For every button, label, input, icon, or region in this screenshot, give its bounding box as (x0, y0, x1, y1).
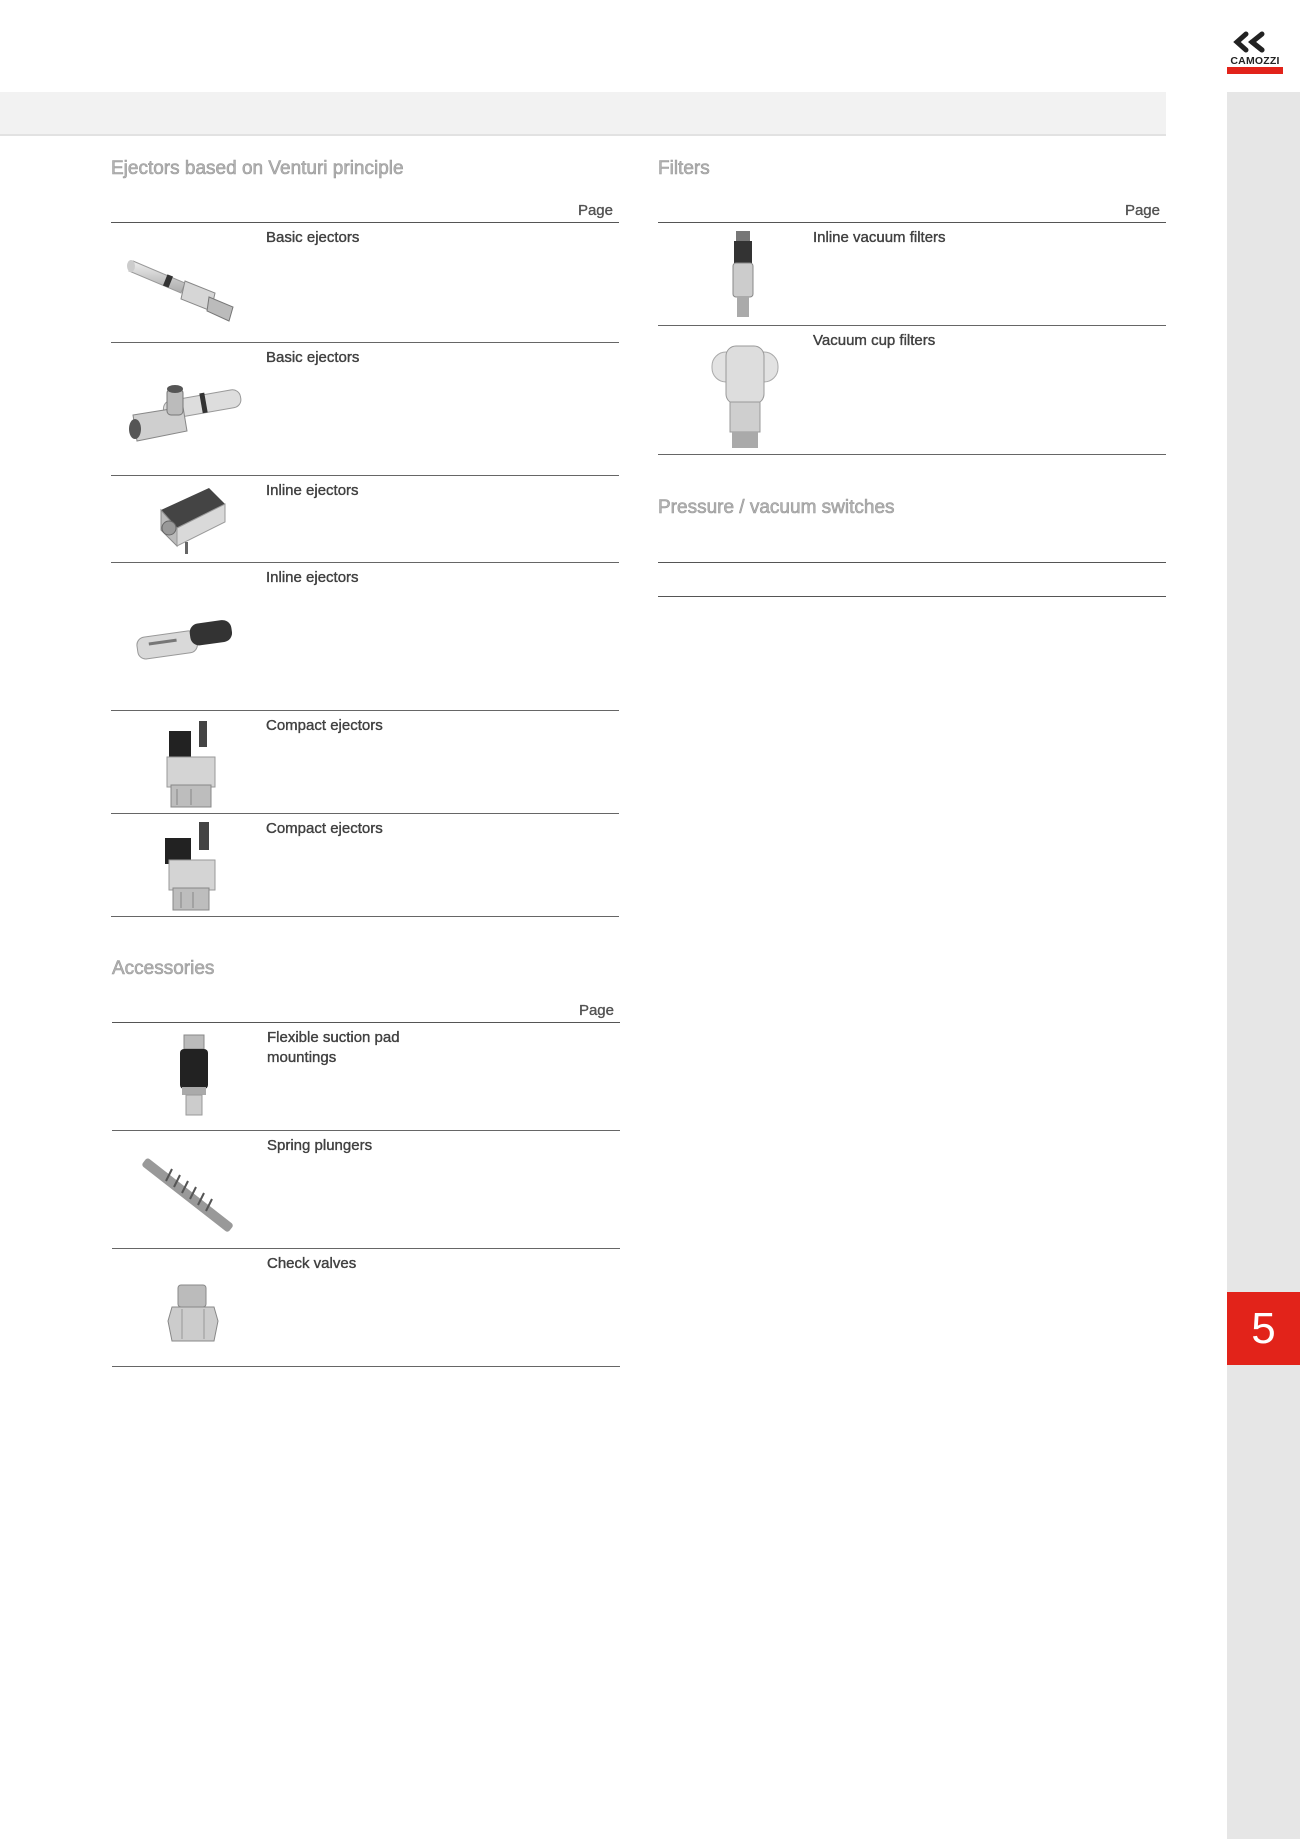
list-item[interactable] (658, 326, 1166, 455)
filters-title: Filters (658, 158, 710, 179)
divider (658, 596, 1166, 597)
inline-ejector-block-icon (151, 480, 231, 560)
list-item[interactable] (112, 1023, 620, 1131)
chapter-tab[interactable]: 5 (1227, 1292, 1300, 1365)
list-item[interactable] (111, 711, 619, 814)
accessories-page-header: Page (112, 1002, 620, 1023)
accessories-title: Accessories (112, 958, 215, 979)
list-item-label: Flexible suction pad mountings (267, 1029, 400, 1066)
list-item[interactable] (111, 223, 619, 343)
compact-ejector-icon (163, 717, 223, 811)
basic-ejector-elbow-icon (123, 383, 253, 453)
list-item-label: Inline ejectors (266, 482, 359, 499)
brand-bar (1227, 67, 1283, 74)
list-item-label: Spring plungers (267, 1137, 373, 1154)
divider (658, 562, 1166, 563)
ejectors-title: Ejectors based on Venturi principle (111, 158, 404, 179)
list-item[interactable] (111, 476, 619, 563)
vacuum-cup-filter-icon (710, 344, 780, 452)
list-item-label: Vacuum cup filters (813, 332, 936, 349)
list-item-label: Compact ejectors (266, 820, 383, 837)
check-valve-icon (164, 1281, 224, 1351)
brand-name: CAMOZZI (1230, 55, 1280, 67)
list-item[interactable] (111, 343, 619, 476)
accessories-section (112, 958, 620, 1367)
list-item[interactable] (112, 1131, 620, 1249)
header-band (0, 92, 1166, 136)
switches-section (658, 497, 1166, 541)
list-item-label: Basic ejectors (266, 349, 360, 366)
list-item[interactable] (658, 223, 1166, 326)
basic-ejector-icon (125, 241, 255, 331)
ejectors-page-header: Page (111, 202, 619, 223)
list-item[interactable] (111, 814, 619, 917)
ejectors-section (111, 158, 619, 917)
inline-vacuum-filter-icon (728, 229, 758, 321)
list-item-label: Inline ejectors (266, 569, 359, 586)
list-item-label: Basic ejectors (266, 229, 360, 246)
compact-ejector-icon (163, 820, 223, 914)
list-item[interactable] (112, 1249, 620, 1367)
spring-plunger-icon (142, 1151, 242, 1241)
filters-section (658, 158, 1166, 455)
inline-ejector-cylinder-icon (131, 618, 241, 668)
list-item[interactable] (111, 563, 619, 711)
filters-page-header: Page (658, 202, 1166, 223)
list-item-label: Inline vacuum filters (813, 229, 946, 246)
switches-title: Pressure / vacuum switches (658, 497, 895, 518)
suction-pad-mounting-icon (174, 1033, 214, 1119)
list-item-label: Check valves (267, 1255, 357, 1272)
side-strip (1227, 92, 1300, 1839)
list-item-label: Compact ejectors (266, 717, 383, 734)
